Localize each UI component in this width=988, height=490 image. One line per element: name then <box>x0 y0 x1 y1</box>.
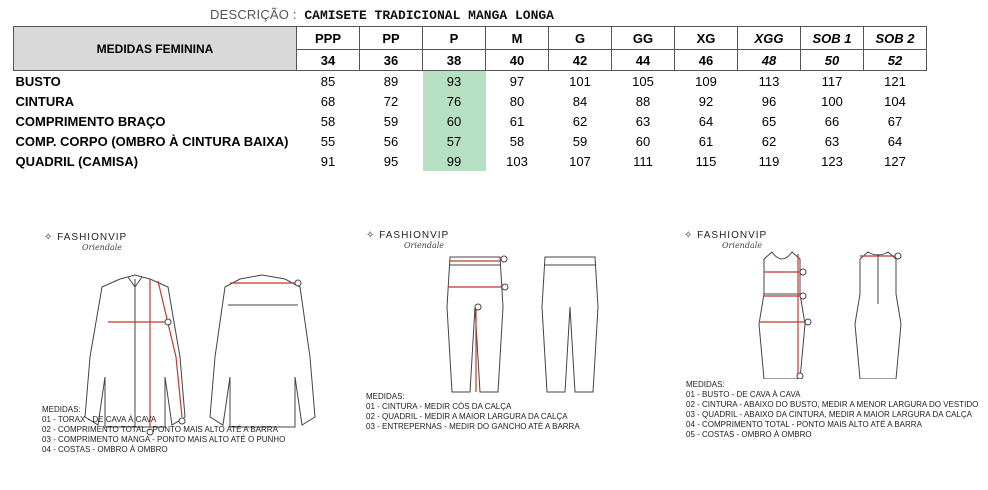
measure-value: 57 <box>423 131 486 151</box>
measure-value: 85 <box>320 73 336 89</box>
measure-value: 117 <box>821 73 843 89</box>
measure-value: 66 <box>824 113 840 129</box>
note-line: 02 - QUADRIL - MEDIR A MAIOR LARGURA DA CALÇA <box>366 412 568 421</box>
measure-value: 68 <box>320 93 336 109</box>
measure-value: 59 <box>572 133 588 149</box>
size-number: 40 <box>486 50 549 71</box>
brand-sub: Oriendale <box>404 241 445 250</box>
measure-value: 67 <box>887 113 903 129</box>
measure-row <box>14 111 927 131</box>
note-line: 03 - QUADRIL - ABAIXO DA CINTURA, MEDIR A MAIOR LARGURA DA CALÇA <box>686 410 972 419</box>
note-line: 03 - ENTREPERNAS - MEDIR DO GANCHO ATÉ A BARRA <box>366 422 580 431</box>
size-number: 34 <box>297 50 360 71</box>
measure-value: 64 <box>887 133 903 149</box>
measure-value: 60 <box>423 111 486 131</box>
measure-value: 103 <box>506 153 528 169</box>
measure-value: 101 <box>569 73 591 89</box>
measure-value: 119 <box>758 153 780 169</box>
measure-value: 76 <box>423 91 486 111</box>
measure-value: 61 <box>698 133 714 149</box>
measure-value: 58 <box>509 133 525 149</box>
marker-2-icon <box>800 293 806 299</box>
size-number: 44 <box>612 50 675 71</box>
size-label: G <box>549 27 612 50</box>
size-chart-table <box>13 26 927 171</box>
pants-panel <box>340 222 660 490</box>
note-line: 04 - COSTAS - OMBRO À OMBRO <box>42 445 168 454</box>
measure-row <box>14 71 927 92</box>
measure-row <box>14 131 927 151</box>
measure-value: 65 <box>761 113 777 129</box>
marker-4-icon <box>797 373 803 379</box>
measure-value: 58 <box>320 113 336 129</box>
note-line: 02 - CINTURA - ABAIXO DO BUSTO, MEDIR A MENOR LARGURA DO VESTIDO <box>686 400 979 409</box>
measure-value: 64 <box>698 113 714 129</box>
measure-value: 84 <box>572 93 588 109</box>
note-line: 01 - TORAX - DE CAVA À CAVA <box>42 415 157 424</box>
brand-mark-icon: ✧ <box>44 232 54 243</box>
shirt-panel <box>0 222 340 490</box>
note-line: 01 - CINTURA - MEDIR CÓS DA CALÇA <box>366 402 512 411</box>
description-label: DESCRIÇÃO : <box>210 7 297 22</box>
measure-value: 55 <box>320 133 336 149</box>
measure-value: 121 <box>884 73 906 89</box>
size-label: XGG <box>738 27 801 50</box>
measure-value: 99 <box>423 151 486 171</box>
size-number: 50 <box>801 50 864 71</box>
measure-value: 88 <box>635 93 651 109</box>
measure-value: 95 <box>383 153 399 169</box>
measure-value: 63 <box>824 133 840 149</box>
measure-value: 59 <box>383 113 399 129</box>
measure-label: QUADRIL (CAMISA) <box>15 153 139 169</box>
measure-value: 72 <box>383 93 399 109</box>
measure-value: 62 <box>572 113 588 129</box>
measure-value: 100 <box>821 93 843 109</box>
dress-notes <box>686 380 978 440</box>
measure-value: 56 <box>383 133 399 149</box>
note-line: 03 - COMPRIMENTO MANGA - PONTO MAIS ALTO ATÉ O PUNHO <box>42 435 286 444</box>
size-number: 48 <box>738 50 801 71</box>
measure-value: 115 <box>695 153 717 169</box>
measure-label: BUSTO <box>15 73 61 89</box>
brand-name: FASHIONVIP <box>697 230 768 241</box>
brand-sub: Oriendale <box>82 243 123 252</box>
measure-value: 93 <box>423 71 486 92</box>
measure-value: 109 <box>695 73 717 89</box>
marker-1-icon <box>800 269 806 275</box>
measure-value: 104 <box>884 93 906 109</box>
marker-2-icon <box>502 284 508 290</box>
measure-value: 62 <box>761 133 777 149</box>
measure-value: 60 <box>635 133 651 149</box>
marker-3-icon <box>805 319 811 325</box>
size-label: XG <box>675 27 738 50</box>
shirt-notes <box>42 405 285 455</box>
measure-row <box>14 91 927 111</box>
measure-value: 80 <box>509 93 525 109</box>
dress-illustration <box>660 244 988 379</box>
measure-value: 92 <box>698 93 714 109</box>
size-number: 42 <box>549 50 612 71</box>
brand-name: FASHIONVIP <box>57 232 128 243</box>
brand-sub: Oriendale <box>722 241 763 250</box>
brand-logo <box>44 232 127 252</box>
description-line <box>210 7 554 23</box>
size-number: 36 <box>360 50 423 71</box>
size-label: P <box>423 27 486 50</box>
dress-panel <box>660 222 988 490</box>
size-number: 52 <box>864 50 927 71</box>
measure-value: 61 <box>509 113 525 129</box>
size-label: GG <box>612 27 675 50</box>
measure-value: 89 <box>383 73 399 89</box>
marker-5-icon <box>895 253 901 259</box>
pants-illustration <box>340 247 660 397</box>
measure-value: 91 <box>320 153 336 169</box>
marker-1-icon <box>501 256 507 262</box>
measure-value: 105 <box>632 73 654 89</box>
note-line: MEDIDAS: <box>686 380 725 389</box>
measure-value: 107 <box>569 153 591 169</box>
size-number: 46 <box>675 50 738 71</box>
table-title: MEDIDAS FEMININA <box>14 27 297 71</box>
note-line: 04 - COMPRIMENTO TOTAL - PONTO MAIS ALTO ATÉ A BARRA <box>686 420 922 429</box>
size-label: SOB 1 <box>801 27 864 50</box>
measure-label: COMPRIMENTO BRAÇO <box>15 113 166 129</box>
measure-row <box>14 151 927 171</box>
measure-label: CINTURA <box>15 93 74 109</box>
size-label: SOB 2 <box>864 27 927 50</box>
measure-value: 127 <box>884 153 906 169</box>
note-line: 02 - COMPRIMENTO TOTAL - PONTO MAIS ALTO ATÉ A BARRA <box>42 425 278 434</box>
note-line: MEDIDAS: <box>366 392 405 401</box>
brand-mark-icon: ✧ <box>684 230 694 241</box>
size-label: M <box>486 27 549 50</box>
size-label: PPP <box>297 27 360 50</box>
marker-3-icon <box>475 304 481 310</box>
note-line: 05 - COSTAS - OMBRO À OMBRO <box>686 430 812 439</box>
measure-value: 63 <box>635 113 651 129</box>
measure-value: 113 <box>758 73 780 89</box>
brand-mark-icon: ✧ <box>366 230 376 241</box>
note-line: 01 - BUSTO - DE CAVA À CAVA <box>686 390 801 399</box>
brand-name: FASHIONVIP <box>379 230 450 241</box>
measure-value: 111 <box>633 153 653 169</box>
measure-value: 123 <box>821 153 843 169</box>
size-number: 38 <box>423 50 486 71</box>
measure-value: 96 <box>761 93 777 109</box>
note-line: MEDIDAS: <box>42 405 81 414</box>
marker-4-icon <box>295 280 301 286</box>
measure-label: COMP. CORPO (OMBRO À CINTURA BAIXA) <box>15 133 289 149</box>
measure-value: 97 <box>509 73 525 89</box>
product-name: CAMISETE TRADICIONAL MANGA LONGA <box>304 8 554 23</box>
size-label: PP <box>360 27 423 50</box>
marker-1-icon <box>165 319 171 325</box>
pants-notes <box>366 392 580 432</box>
